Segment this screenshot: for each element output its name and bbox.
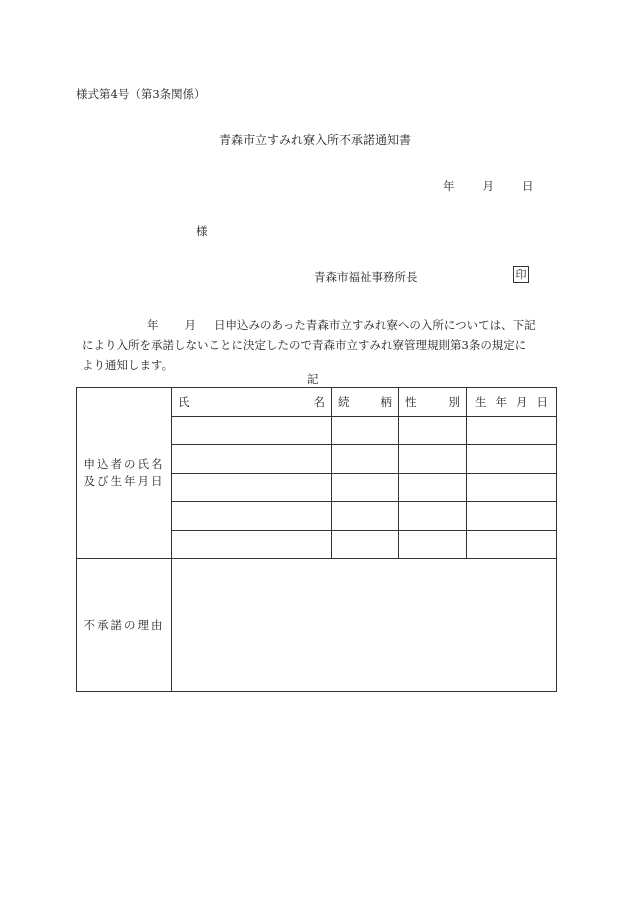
ki-heading: 記	[307, 372, 319, 386]
column-header-birthdate: 生 年 月 日	[467, 388, 557, 417]
date-line	[443, 178, 534, 194]
reason-input-cell[interactable]	[172, 559, 557, 692]
birthdate-cell[interactable]	[467, 445, 557, 474]
relation-cell[interactable]	[332, 502, 399, 531]
body-line-2: により入所を承諾しないことに決定したので青森市立すみれ寮管理規則第3条の規定に	[82, 338, 527, 352]
body-year: 年	[147, 318, 159, 332]
name-cell[interactable]	[172, 416, 332, 445]
sex-cell[interactable]	[399, 473, 467, 502]
name-cell[interactable]	[172, 445, 332, 474]
applicant-table	[76, 387, 557, 692]
seal-box: 印	[513, 266, 529, 283]
birthdate-cell[interactable]	[467, 473, 557, 502]
relation-cell[interactable]	[332, 473, 399, 502]
reason-label-cell: 不承諾の理由	[77, 559, 172, 692]
date-day: 日	[522, 179, 534, 193]
issuer-name: 青森市福祉事務所長	[314, 270, 418, 284]
name-cell[interactable]	[172, 473, 332, 502]
date-month: 月	[482, 179, 494, 193]
body-line-1	[82, 315, 557, 335]
notice-body	[82, 315, 557, 375]
relation-cell[interactable]	[332, 530, 399, 559]
sex-cell[interactable]	[399, 445, 467, 474]
body-line-1-text: 日申込みのあった青森市立すみれ寮への入所については、下記	[214, 318, 536, 332]
form-number: 様式第4号（第3条関係）	[76, 87, 206, 101]
reason-row	[77, 559, 557, 692]
name-cell[interactable]	[172, 502, 332, 531]
column-header-sex: 性 別	[399, 388, 467, 417]
birthdate-cell[interactable]	[467, 530, 557, 559]
body-line-3: より通知します。	[82, 358, 174, 372]
body-month: 月	[184, 318, 196, 332]
document-title: 青森市立すみれ寮入所不承諾通知書	[218, 133, 411, 147]
sex-cell[interactable]	[399, 416, 467, 445]
applicant-label-line-2: 及び生年月日	[83, 474, 165, 488]
relation-cell[interactable]	[332, 445, 399, 474]
date-year: 年	[443, 179, 455, 193]
birthdate-cell[interactable]	[467, 502, 557, 531]
birthdate-cell[interactable]	[467, 416, 557, 445]
name-cell[interactable]	[172, 530, 332, 559]
column-header-relation: 続 柄	[332, 388, 399, 417]
sex-cell[interactable]	[399, 502, 467, 531]
applicant-label-cell	[77, 388, 172, 559]
relation-cell[interactable]	[332, 416, 399, 445]
addressee-honorific: 様	[196, 224, 208, 238]
table-header-row	[77, 388, 557, 417]
sex-cell[interactable]	[399, 530, 467, 559]
column-header-name: 氏 名	[172, 388, 332, 417]
applicant-label-line-1: 申込者の氏名	[83, 457, 165, 471]
